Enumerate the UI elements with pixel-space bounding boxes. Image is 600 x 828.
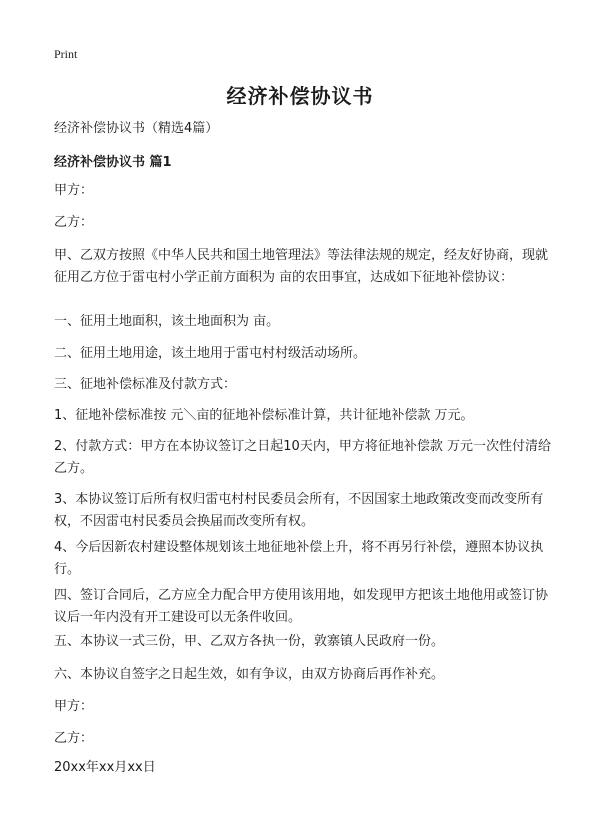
clause-5: 五、本协议一式三份，甲、乙双方各执一份，敦寨镇人民政府一份。 xyxy=(54,634,445,649)
document-subtitle: 经济补偿协议书（精选4篇） xyxy=(54,121,219,136)
clause-1: 一、征用土地面积，该土地面积为 亩。 xyxy=(54,314,280,329)
clause-3-3: 3、本协议签订后所有权归雷屯村村民委员会所有，不因国家土地政策改变而改变所有权，不因雷屯村民委员会换届而改变所有权。 xyxy=(54,492,544,529)
clause-3-2: 2、付款方式：甲方在本协议签订之日起10天内，甲方将征地补偿款 万元一次性付清给乙方。 xyxy=(54,439,551,476)
signature-date: 20xx年xx月xx日 xyxy=(54,760,156,775)
clause-3-4: 4、今后因新农村建设整体规划该土地征地补偿上升，将不再另行补偿，遵照本协议执行。 xyxy=(54,540,544,577)
clause-6: 六、本协议自签字之日起生效，如有争议，由双方协商后再作补充。 xyxy=(54,667,445,682)
intro-paragraph: 甲、乙双方按照《中华人民共和国土地管理法》等法律法规的规定，经友好协商，现就征用乙方位于雷屯村小学正前方面积为 亩的农田事宜，达成如下征地补偿协议： xyxy=(54,248,549,285)
signature-party-b: 乙方： xyxy=(54,731,94,746)
party-a-label: 甲方： xyxy=(54,183,94,198)
document-title: 经济补偿协议书 xyxy=(226,84,374,108)
print-link[interactable]: Print xyxy=(54,47,78,61)
party-b-label: 乙方： xyxy=(54,215,94,230)
section-heading: 经济补偿协议书 篇1 xyxy=(54,155,172,170)
signature-party-a: 甲方： xyxy=(54,699,94,714)
clause-3-1: 1、征地补偿标准按 元＼亩的征地补偿标准计算，共计征地补偿款 万元。 xyxy=(54,408,474,423)
clause-2: 二、征用土地用途，该土地用于雷屯村村级活动场所。 xyxy=(54,346,367,361)
clause-3: 三、征地补偿标准及付款方式： xyxy=(54,377,237,392)
clause-4: 四、签订合同后，乙方应全力配合甲方使用该用地，如发现甲方把该土地他用或签订协议后一年内没有开工建设可以无条件收回。 xyxy=(54,588,549,625)
